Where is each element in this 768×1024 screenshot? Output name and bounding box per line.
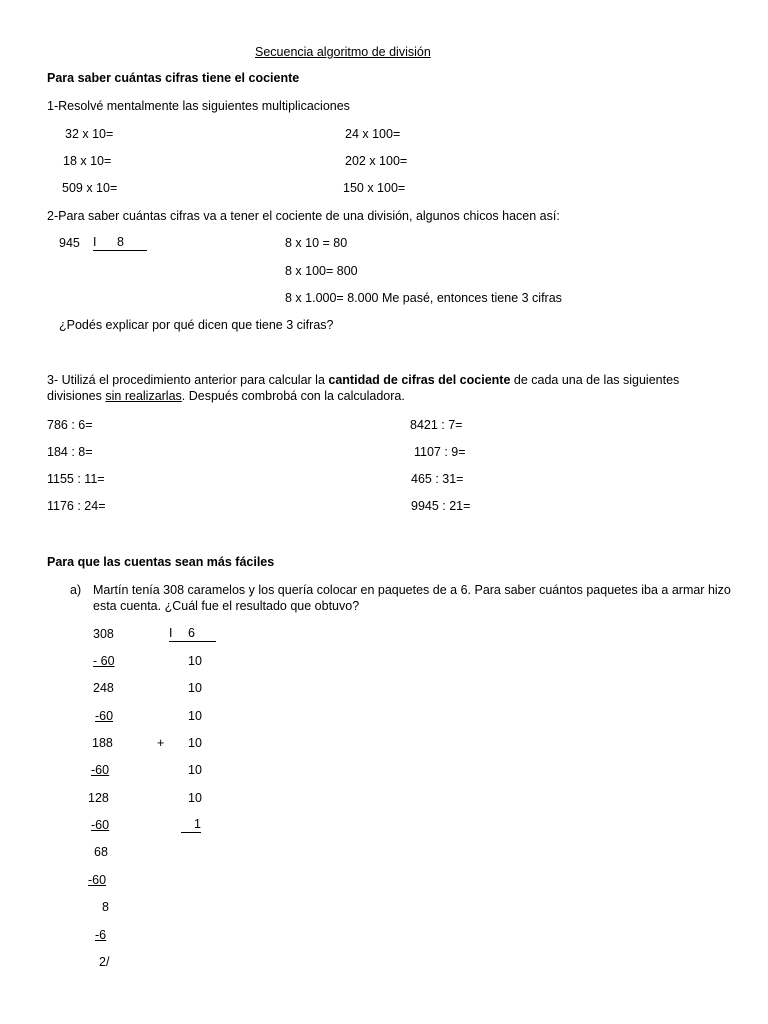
question-1: 1-Resolvé mentalmente las siguientes multiplicaciones bbox=[47, 99, 350, 113]
q3-text-3: . Después combrobá con la calculadora. bbox=[181, 389, 405, 403]
division-bar: I bbox=[93, 235, 97, 249]
long-division-bar: I bbox=[169, 626, 173, 640]
remainder-row: 68 bbox=[94, 845, 108, 859]
q3-text-2: de cada una de las siguientes divisiones bbox=[47, 373, 680, 403]
mult-left-3: 509 x 10= bbox=[62, 181, 118, 195]
remainder-row: 248 bbox=[93, 681, 114, 695]
item-label: a) bbox=[70, 583, 82, 597]
step-1: 8 x 10 = 80 bbox=[285, 236, 348, 250]
div-left-2: 184 : 8= bbox=[47, 445, 93, 459]
subtraction-row: -60 bbox=[88, 873, 107, 887]
div-right-2: 1107 : 9= bbox=[414, 445, 466, 459]
section-heading-cifras: Para saber cuántas cifras tiene el cociente bbox=[47, 71, 300, 85]
remainder-row: 188 bbox=[92, 736, 113, 750]
division-bracket bbox=[93, 235, 147, 251]
mult-left-1: 32 x 10= bbox=[65, 127, 114, 141]
partial-quotient: 10 bbox=[188, 736, 202, 750]
div-right-3: 465 : 31= bbox=[411, 472, 464, 486]
item-text: Martín tenía 308 caramelos y los quería colocar en paquetes de a 6. Para saber cuántos paquetes iba a armar hizo esta cuenta. ¿Cuál fue el resultado que obtuvo? bbox=[93, 583, 731, 613]
partial-quotient-last: 1 bbox=[181, 817, 201, 833]
q3-text-1: 3- Utilizá el procedimiento anterior para calcular la bbox=[47, 373, 329, 387]
remainder-row: 8 bbox=[102, 900, 109, 914]
subtraction-row: -60 bbox=[91, 763, 110, 777]
step-2: 8 x 100= 800 bbox=[285, 264, 358, 278]
div-left-1: 786 : 6= bbox=[47, 418, 93, 432]
partial-quotient: 10 bbox=[188, 763, 202, 777]
partial-quotient: 10 bbox=[188, 709, 202, 723]
partial-quotient: 10 bbox=[188, 791, 202, 805]
long-division-dividend: 308 bbox=[93, 627, 114, 641]
subtraction-row: -6 bbox=[95, 928, 107, 942]
division-divisor: 8 bbox=[116, 235, 124, 249]
long-division-divisor: 6 bbox=[187, 626, 195, 640]
div-left-3: 1155 : 11= bbox=[47, 472, 105, 486]
q3-bold-text: cantidad de cifras del cociente bbox=[328, 373, 511, 387]
subtraction-row: -60 bbox=[95, 709, 114, 723]
subtraction-row: -60 bbox=[91, 818, 110, 832]
explain-question: ¿Podés explicar por qué dicen que tiene 3 cifras? bbox=[59, 318, 334, 332]
long-division-bracket bbox=[169, 626, 216, 642]
section-heading-faciles: Para que las cuentas sean más fáciles bbox=[47, 555, 275, 569]
question-3 bbox=[47, 372, 723, 404]
division-dividend: 945 bbox=[59, 236, 80, 250]
remainder-row: 128 bbox=[88, 791, 109, 805]
mult-right-2: 202 x 100= bbox=[345, 154, 408, 168]
subtraction-row: - 60 bbox=[93, 654, 115, 668]
partial-quotient: 10 bbox=[188, 654, 202, 668]
div-right-1: 8421 : 7= bbox=[410, 418, 463, 432]
div-left-4: 1176 : 24= bbox=[47, 499, 106, 513]
div-right-4: 9945 : 21= bbox=[411, 499, 471, 513]
question-2: 2-Para saber cuántas cifras va a tener el cociente de una división, algunos chicos hacen así: bbox=[47, 209, 560, 223]
mult-right-1: 24 x 100= bbox=[345, 127, 401, 141]
q3-underlined-text: sin realizarlas bbox=[105, 389, 182, 403]
plus-sign: + bbox=[157, 736, 165, 750]
step-3: 8 x 1.000= 8.000 Me pasé, entonces tiene 3 cifras bbox=[285, 291, 562, 305]
document-title: Secuencia algoritmo de división bbox=[255, 45, 431, 59]
final-remainder: 2/ bbox=[99, 955, 110, 969]
mult-left-2: 18 x 10= bbox=[63, 154, 112, 168]
partial-quotient: 10 bbox=[188, 681, 202, 695]
mult-right-3: 150 x 100= bbox=[343, 181, 406, 195]
